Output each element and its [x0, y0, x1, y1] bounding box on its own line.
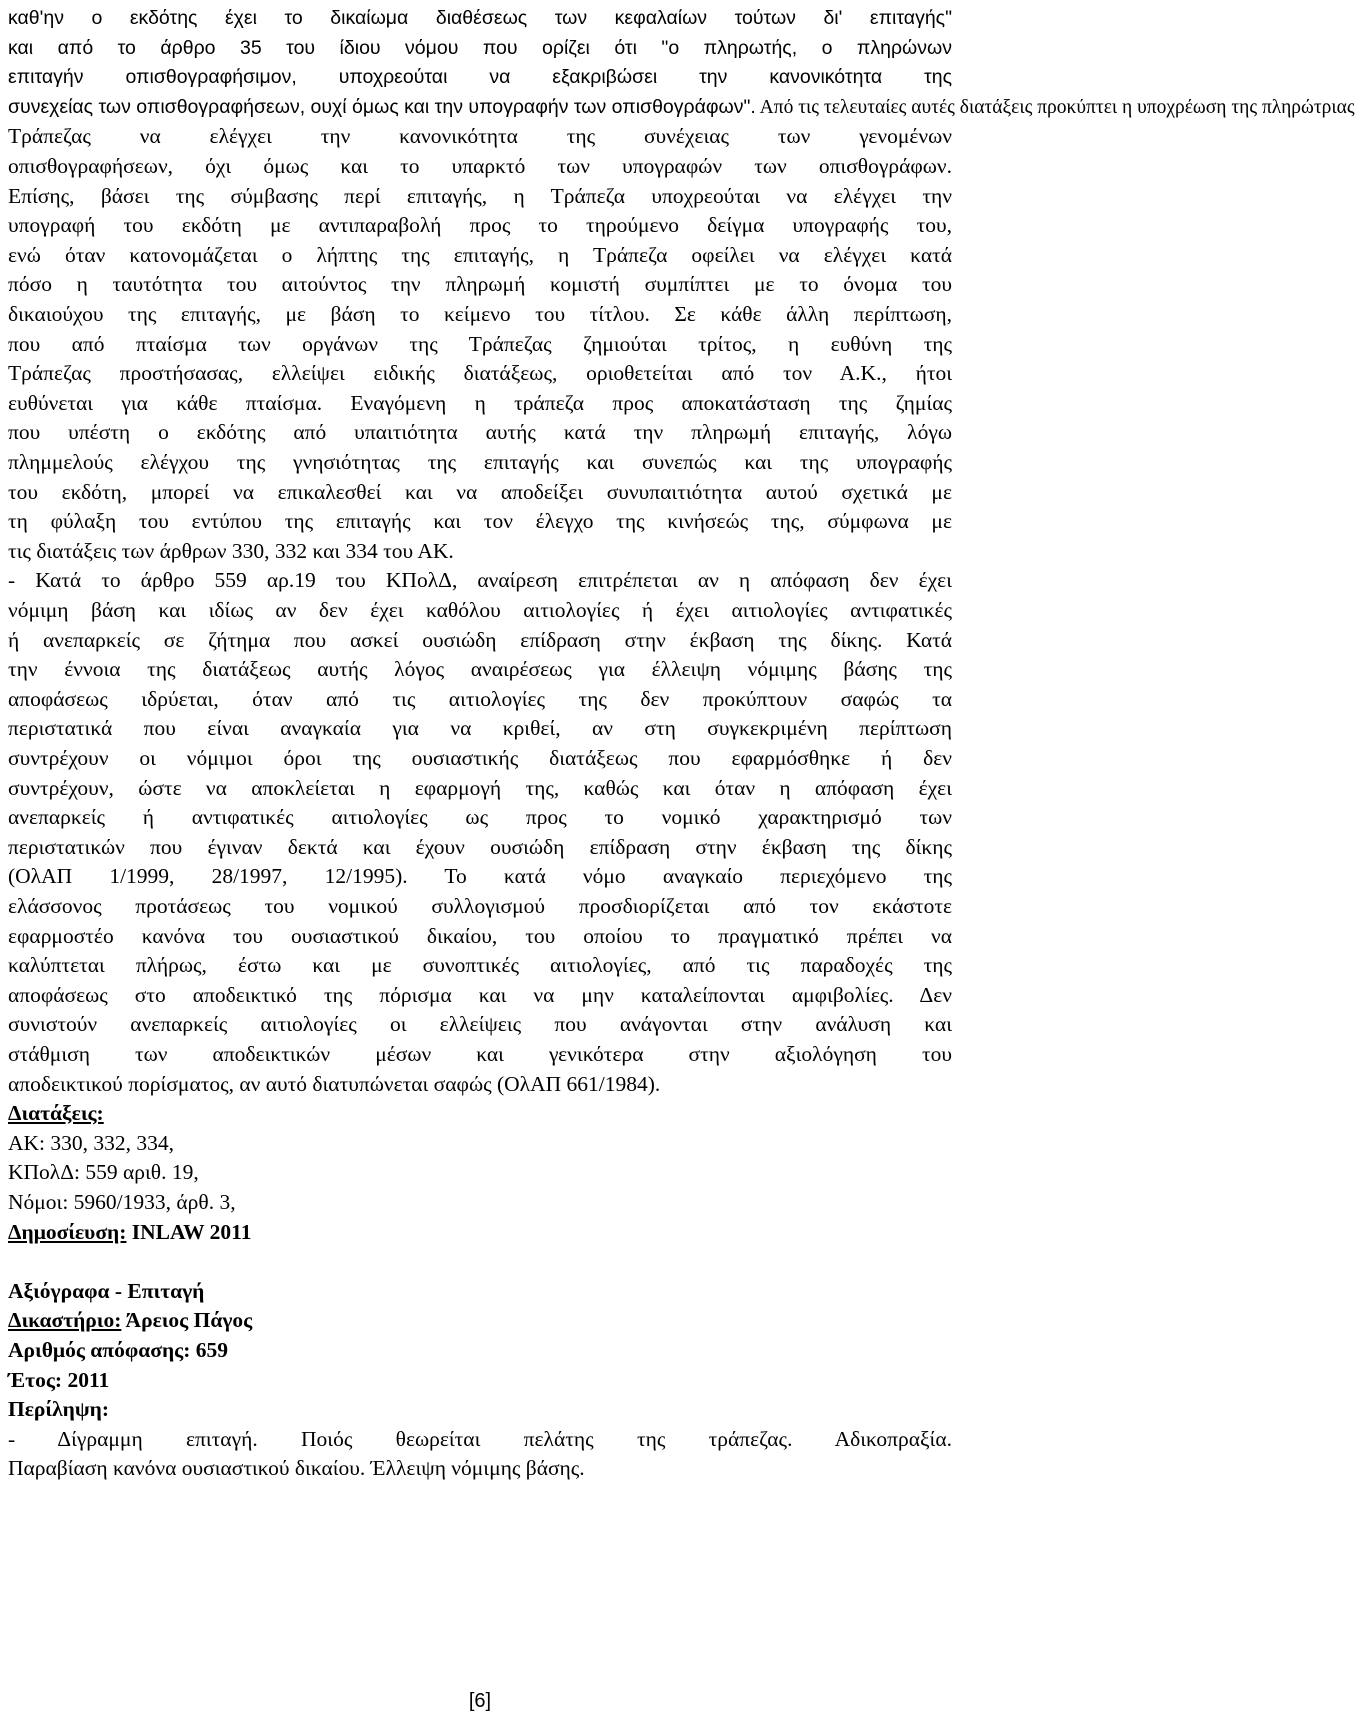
text-line: [8, 1186, 952, 1218]
text-segment: 2011: [62, 1367, 110, 1392]
text-segment: (ΟλΑΠ 1/1999, 28/1997, 12/1995). Το κατά νόμο αναγκαίο περιεχόμενο της: [8, 864, 952, 889]
text-segment: εφαρμοστέο κανόνα του ουσιαστικού δικαίου, του οποίου το πραγματικό πρέπει να: [8, 923, 952, 948]
text-line: [8, 357, 952, 389]
text-segment: την έννοια της διατάξεως αυτής λόγος αναιρέσεως για έλλειψη νόμιμης βάσης της: [8, 657, 952, 682]
text-segment: Επίσης, βάσει της σύμβασης περί επιταγής, η Τράπεζα υποχρεούται να ελέγχει την: [8, 183, 952, 208]
text-segment: - Δίγραμμη επιταγή. Ποιός θεωρείται πελάτης της τράπεζας. Αδικοπραξία.: [8, 1426, 952, 1451]
text-line: [8, 1008, 952, 1040]
text-segment: ΚΠολΔ: 559 αριθ. 19,: [8, 1160, 199, 1185]
text-line: [8, 476, 952, 508]
text-segment: INLAW 2011: [126, 1219, 252, 1244]
text-line: [8, 209, 952, 241]
text-segment: Τράπεζας προστήσασας, ελλείψει ειδικής διατάξεως, οριοθετείται από τον Α.Κ., ήτοι: [8, 361, 952, 386]
text-segment: Τράπεζας να ελέγχει την κανονικότητα της συνέχειας των γενομένων: [8, 124, 952, 149]
text-segment: Νόμοι: 5960/1933, άρθ. 3,: [8, 1190, 236, 1214]
text-segment: Αριθμός απόφασης:: [8, 1338, 191, 1362]
text-line: [8, 801, 952, 833]
text-line: [8, 2, 952, 34]
text-segment: ή ανεπαρκείς σε ζήτημα που ασκεί ουσιώδη επίδραση στην έκβαση της δίκης. Κατά: [8, 627, 952, 652]
text-segment: ελάσσονος προτάσεως του νομικού συλλογισμού προσδιορίζεται από τον εκάστοτε: [8, 894, 952, 918]
text-segment: πόσο η ταυτότητα του αιτούντος την πληρωμή κομιστή συμπίπτει με το όνομα του: [8, 272, 952, 297]
text-segment: Δικαστήριο:: [8, 1308, 122, 1333]
text-segment: Περίληψη:: [8, 1397, 110, 1422]
text-line: [8, 831, 952, 863]
text-line: [8, 1275, 952, 1307]
text-line: [8, 268, 952, 300]
text-line: [8, 61, 952, 93]
text-segment: συντρέχουν οι νόμιμοι όροι της ουσιαστικής διατάξεως που εφαρμόσθηκε ή δεν: [8, 746, 952, 770]
text-line: [8, 564, 952, 596]
text-segment: που υπέστη ο εκδότης από υπαιτιότητα αυτής κατά την πληρωμή επιταγής, λόγω: [8, 420, 952, 445]
text-segment: ενώ όταν κατονομάζεται ο λήπτης της επιταγής, η Τράπεζα οφείλει να ελέγχει κατά: [8, 242, 952, 267]
text-segment: συνιστούν ανεπαρκείς αιτιολογίες οι ελλείψεις που ανάγονται στην ανάλυση και: [8, 1012, 952, 1037]
text-line: [8, 979, 952, 1011]
text-segment: ανεπαρκείς ή αντιφατικές αιτιολογίες ως προς το νομικό χαρακτηρισμό των: [8, 805, 952, 830]
text-segment: - Κατά το άρθρο 559 αρ.19 του ΚΠολΔ, αναίρεση επιτρέπεται αν η απόφαση δεν έχει: [8, 568, 952, 593]
text-segment: πλημμελούς ελέγχου της γνησιότητας της επιταγής και συνεπώς και της υπογραφής: [8, 450, 952, 474]
text-line: [8, 1156, 952, 1188]
text-line: [8, 742, 952, 774]
text-line: [8, 920, 952, 952]
text-line: [8, 535, 952, 567]
text-segment: τη φύλαξη του εντύπου της επιταγής και τον έλεγχο της κινήσεώς της, σύμφωνα με: [8, 509, 952, 534]
text-segment: δικαιούχου της επιταγής, με βάση το κείμενο του τίτλου. Σε κάθε άλλη περίπτωση,: [8, 302, 952, 326]
text-segment: καλύπτεται πλήρως, έστω και με συνοπτικές αιτιολογίες, από τις παραδοχές της: [8, 953, 952, 978]
text-segment: συνεχείας των οπισθογραφήσεων, ουχί όμως και την υπογραφήν των οπισθογράφων".: [8, 95, 756, 118]
text-line: [8, 712, 952, 744]
text-line: [8, 1245, 952, 1277]
text-segment: 659: [190, 1338, 229, 1362]
text-line: [8, 239, 952, 271]
text-line: [8, 594, 952, 626]
text-segment: και από το άρθρο 35 του ίδιου νόμου που ορίζει ότι "ο πληρωτής, ο πληρώνων: [8, 36, 952, 59]
text-line: [8, 653, 952, 685]
text-segment: ευθύνεται για κάθε πταίσμα. Εναγόμενη η τράπεζα προς αποκατάσταση της ζημίας: [8, 390, 952, 415]
text-line: [8, 1334, 952, 1366]
text-segment: Αξιόγραφα - Επιταγή: [8, 1278, 205, 1303]
text-line: [8, 298, 952, 330]
text-segment: νόμιμη βάση και ιδίως αν δεν έχει καθόλου αιτιολογίες ή έχει αιτιολογίες αντιφατικές: [8, 598, 952, 622]
text-segment: περιστατικών που έγιναν δεκτά και έχουν ουσιώδη επίδραση στην έκβαση της δίκης: [8, 834, 952, 859]
text-line: [8, 860, 952, 892]
page-number: [6]: [468, 1690, 492, 1712]
text-line: [8, 1304, 952, 1336]
text-line: [8, 683, 952, 715]
text-segment: στάθμιση των αποδεικτικών μέσων και γενικότερα στην αξιολόγηση του: [8, 1042, 952, 1066]
text-line: [8, 505, 952, 537]
text-line: [8, 1127, 952, 1159]
text-line: [8, 416, 952, 448]
text-segment: Από τις τελευταίες αυτές διατάξεις προκύπτει η υποχρέωση της πληρώτριας: [755, 96, 1355, 118]
text-line: [8, 1423, 952, 1455]
text-segment: συντρέχουν, ώστε να αποκλείεται η εφαρμογή της, καθώς και όταν η απόφαση έχει: [8, 775, 952, 800]
text-line: [8, 624, 952, 656]
text-line: [8, 772, 952, 804]
text-segment: Διατάξεις:: [8, 1101, 104, 1126]
text-line: [8, 1452, 952, 1484]
text-segment: ΑΚ: 330, 332, 334,: [8, 1130, 175, 1155]
text-line: [8, 1216, 952, 1248]
text-segment: αποδεικτικού πορίσματος, αν αυτό διατυπώνεται σαφώς (ΟλΑΠ 661/1984).: [8, 1071, 661, 1096]
text-line: [8, 1038, 952, 1070]
text-line: [8, 1097, 952, 1129]
text-line: [8, 328, 952, 360]
text-line: [8, 890, 952, 922]
text-line: [8, 446, 952, 478]
text-segment: καθ'ην ο εκδότης έχει το δικαίωμα διαθέσεως των κεφαλαίων τούτων δι' επιταγής": [8, 7, 952, 29]
text-segment: αποφάσεως στο αποδεικτικό της πόρισμα και να μην καταλείπονται αμφιβολίες. Δεν: [8, 982, 952, 1007]
text-segment: του εκδότη, μπορεί να επικαλεσθεί και να αποδείξει συνυπαιτιότητα αυτού σχετικά με: [8, 479, 952, 504]
text-line: [8, 1364, 952, 1396]
text-segment: Παραβίαση κανόνα ουσιαστικού δικαίου. Έλλειψη νόμιμης βάσης.: [8, 1456, 585, 1481]
text-segment: περιστατικά που είναι αναγκαία για να κριθεί, αν στη συγκεκριμένη περίπτωση: [8, 716, 952, 741]
text-segment: Δημοσίευση:: [8, 1219, 127, 1244]
text-segment: οπισθογραφήσεων, όχι όμως και το υπαρκτό των υπογραφών των οπισθογράφων.: [8, 154, 952, 178]
text-line: [8, 32, 952, 64]
text-segment: τις διατάξεις των άρθρων 330, 332 και 334 του ΑΚ.: [8, 538, 454, 563]
text-line: [8, 949, 952, 981]
text-line: [8, 387, 952, 419]
text-line: [8, 180, 952, 212]
text-segment: υπογραφή του εκδότη με αντιπαραβολή προς το τηρούμενο δείγμα υπογραφής του,: [8, 213, 952, 238]
text-line: [8, 1068, 952, 1100]
text-line: [8, 91, 1355, 123]
text-segment: επιταγήν οπισθογραφήσιμον, υποχρεούται να εξακριβώσει την κανονικότητα της: [8, 66, 952, 89]
text-line: [8, 120, 952, 152]
text-line: [8, 1393, 952, 1425]
text-segment: Έτος:: [8, 1367, 63, 1392]
text-segment: που από πταίσμα των οργάνων της Τράπεζας ζημιούται τρίτος, η ευθύνη της: [8, 331, 952, 356]
text-segment: αποφάσεως ιδρύεται, όταν από τις αιτιολογίες της δεν προκύπτουν σαφώς τα: [8, 686, 952, 711]
text-line: [8, 150, 952, 182]
text-segment: Άρειος Πάγος: [121, 1308, 253, 1333]
